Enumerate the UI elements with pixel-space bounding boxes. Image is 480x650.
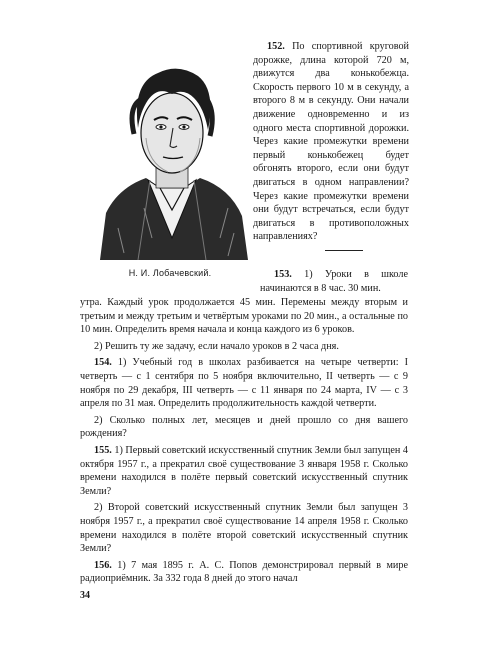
problems-body (80, 296, 408, 586)
problem-153-number: 153. (274, 269, 292, 280)
problem-153-part2: 2) Решить ту же задачу, если начало уроков в 2 часа дня. (94, 340, 339, 352)
problem-155-part2: 2) Второй советский искусственный спутник Земли был запущен 3 ноября 1957 г., а прекратил своё существование 14 апреля 1958 г. Сколько времени находился в полёте второй советский искусственный спутник Земли? (80, 502, 408, 555)
problem-153-text-top: 1) Уроки в школе начинаются в 8 час. 30 мин. (260, 269, 408, 294)
problem-156 (80, 559, 408, 586)
problem-156-number: 156. (94, 559, 112, 571)
problem-152-text: По спортивной круговой дорожке, длина которой 720 м, движутся два конькобежца. Скорость первого 10 м в секунду, а второго 8 м в секунду. Они начали движение одновременно и из одного места спортивной дорожки. Через какие промежутки времени первый конькобежец будет обгонять второго, если они будут двигаться в одном направлении? Через какие промежутки времени они будут встречаться, если будут двигаться в противоположных направлениях? (253, 41, 410, 243)
problem-156-text: 1) 7 мая 1895 г. А. С. Попов демонстрировал первый в мире радиоприёмник. За 332 года 8 дней до этого начал (80, 559, 408, 585)
portrait-caption: Н. И. Лобачевский. (128, 268, 212, 278)
page-number: 34 (80, 590, 90, 601)
problem-154-part2: 2) Сколько полных лет, месяцев и дней прошло со дня вашего рождения? (80, 414, 408, 440)
problem-155 (80, 444, 408, 498)
problem-153-text-rest: утра. Каждый урок продолжается 45 мин. Перемены между вторым и третьим и между третьим и четвёртым уроками по 20 мин., а остальные по 10 мин. Определить время начала и конца каждого из 6 уроков. (80, 297, 408, 336)
problem-154-text: 1) Учебный год в школах разбивается на четыре четверти: I четверть — с 1 сентября по 5 ноября включительно, II четверть — с 9 ноября по 29 декабря, III четверть — с 11 января по 24 марта, IV — с 3 апреля по 31 мая. Определить продолжительность каждой четверти. (80, 357, 408, 410)
problem-152-number: 152. (267, 41, 285, 52)
problem-152 (253, 40, 409, 255)
problem-155-text: 1) Первый советский искусственный спутник Земли был запущен 4 октября 1957 г., а прекратил своё существование 3 января 1958 г. Сколько времени находился в полёте первый советский искусственный спутник Земли? (80, 444, 409, 497)
lobachevsky-portrait (88, 38, 256, 260)
problem-154-number: 154. (94, 357, 112, 369)
problem-155-number: 155. (94, 444, 112, 456)
problem-154 (80, 356, 408, 410)
problem-153-head (260, 268, 408, 295)
divider-rule (325, 250, 363, 251)
